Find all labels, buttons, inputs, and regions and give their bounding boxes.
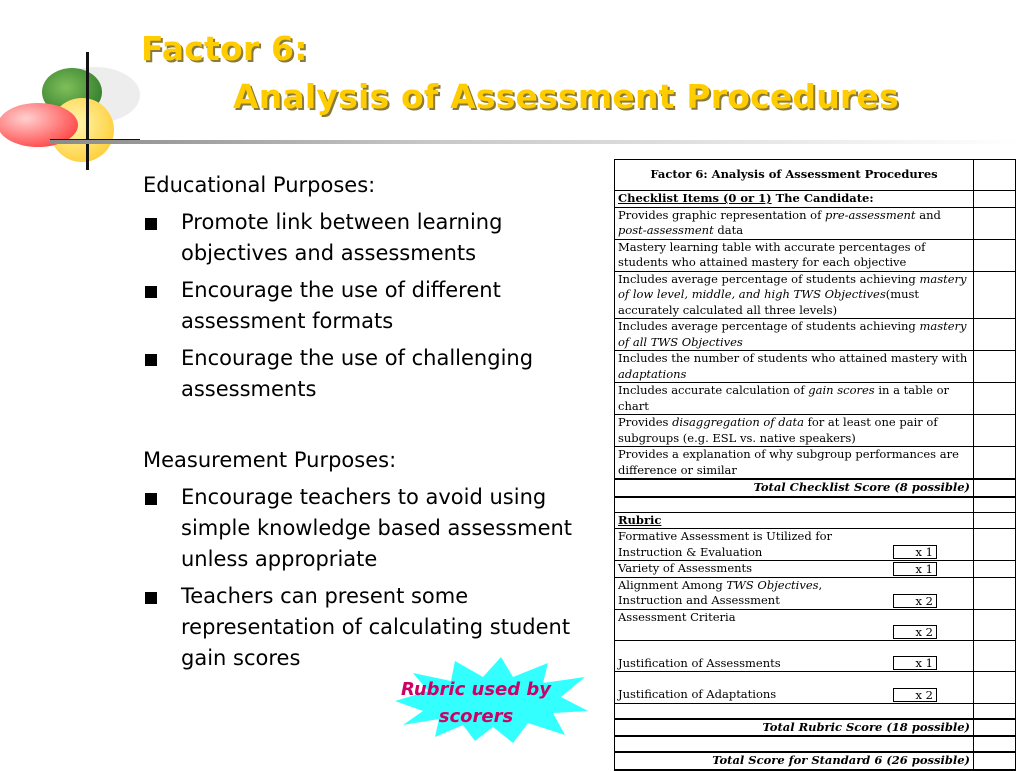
table-row xyxy=(615,207,1016,239)
spacer-row xyxy=(615,497,1016,513)
rubric-item-label: Justification of Assessments xyxy=(618,655,781,670)
score-cell xyxy=(974,207,1016,239)
rubric-item-label: Formative Assessment is Utilized for Instruction & Evaluation xyxy=(618,529,833,559)
list-item-text: Encourage teachers to avoid using simple knowledge based assessment unless appropriate xyxy=(181,485,573,571)
rubric-item xyxy=(615,577,974,609)
title-underline xyxy=(50,140,1020,144)
table-row xyxy=(615,415,1016,447)
score-cell xyxy=(974,512,1016,529)
spacer-cell xyxy=(615,703,974,719)
score-cell xyxy=(974,191,1016,208)
score-cell xyxy=(974,497,1016,513)
spacer-cell xyxy=(615,736,974,752)
list-item xyxy=(143,482,598,575)
checklist-item: Includes average percentage of students achieving mastery of all TWS Objectives xyxy=(615,319,974,351)
score-cell xyxy=(974,672,1016,704)
rubric-multiplier: ___ x 2 xyxy=(893,594,937,608)
score-cell xyxy=(974,640,1016,672)
score-cell xyxy=(974,479,1016,497)
rubric-item-label: Alignment Among TWS Objectives, Instruction and Assessment xyxy=(618,577,823,607)
list-item xyxy=(143,207,598,269)
title-line-2: Analysis of Assessment Procedures xyxy=(233,77,899,116)
educational-list xyxy=(143,207,598,405)
score-cell xyxy=(974,719,1016,737)
table-header-row xyxy=(615,160,1016,191)
title-line-1: Factor 6: xyxy=(141,29,308,68)
table-row xyxy=(615,577,1016,609)
score-cell xyxy=(974,383,1016,415)
score-cell xyxy=(974,529,1016,561)
checklist-item: Provides a explanation of why subgroup performances are difference or similar xyxy=(615,447,974,480)
rubric-document xyxy=(614,159,1015,767)
rubric-item-label: Variety of Assessments xyxy=(618,561,753,575)
score-cell xyxy=(974,447,1016,480)
list-item-text: Encourage the use of challenging assessments xyxy=(181,346,534,401)
rubric-table xyxy=(614,159,1016,771)
score-cell xyxy=(974,609,1016,640)
spacer-row xyxy=(615,703,1016,719)
rubric-heading: Rubric xyxy=(615,512,974,529)
list-item-text: Encourage the use of different assessment formats xyxy=(181,278,501,333)
grand-total-row xyxy=(615,752,1016,770)
checklist-heading-underlined: Checklist Items (0 or 1) xyxy=(618,191,772,205)
rubric-item xyxy=(615,672,974,704)
spacer-cell xyxy=(615,497,974,513)
checklist-item: Includes the number of students who attained mastery with adaptations xyxy=(615,351,974,383)
table-row xyxy=(615,640,1016,672)
rubric-multiplier: ___ x 1 xyxy=(893,545,937,559)
checklist-heading xyxy=(615,191,974,208)
table-row xyxy=(615,239,1016,271)
measurement-heading: Measurement Purposes: xyxy=(143,448,397,472)
checklist-heading-rest: The Candidate: xyxy=(775,191,874,205)
rubric-total-row xyxy=(615,719,1016,737)
bullet-icon xyxy=(145,218,157,230)
rubric-multiplier: ___ x 2 xyxy=(893,625,937,639)
score-cell xyxy=(974,351,1016,383)
table-row xyxy=(615,271,1016,319)
rubric-heading-row xyxy=(615,512,1016,529)
measurement-list xyxy=(143,482,598,674)
checklist-heading-row xyxy=(615,191,1016,208)
checklist-item: Mastery learning table with accurate percentages of students who attained mastery for each objective xyxy=(615,239,974,271)
rubric-multiplier: ___ x 2 xyxy=(893,688,937,702)
rubric-item xyxy=(615,609,974,640)
bullet-icon xyxy=(145,354,157,366)
score-cell xyxy=(974,561,1016,578)
checklist-item: Includes average percentage of students achieving mastery of low level, middle, and high TWS Objectives(must accurately calculated all three levels) xyxy=(615,271,974,319)
grand-total: Total Score for Standard 6 (26 possible) xyxy=(615,752,974,770)
score-cell xyxy=(974,577,1016,609)
callout-text: Rubric used by scorers xyxy=(400,679,552,727)
decorative-shapes-logo xyxy=(0,0,140,175)
bullet-icon xyxy=(145,286,157,298)
list-item xyxy=(143,275,598,337)
score-cell xyxy=(974,415,1016,447)
table-row xyxy=(615,672,1016,704)
list-item xyxy=(143,343,598,405)
table-row xyxy=(615,561,1016,578)
rubric-multiplier: ___ x 1 xyxy=(893,562,937,576)
spacer-row xyxy=(615,736,1016,752)
checklist-item: Provides graphic representation of pre-assessment and post-assessment data xyxy=(615,207,974,239)
bullet-icon xyxy=(145,592,157,604)
score-cell xyxy=(974,271,1016,319)
table-row xyxy=(615,529,1016,561)
rubric-total: Total Rubric Score (18 possible) xyxy=(615,719,974,737)
slide-body xyxy=(143,170,598,674)
score-cell xyxy=(974,239,1016,271)
score-cell xyxy=(974,736,1016,752)
educational-heading: Educational Purposes: xyxy=(143,173,376,197)
rubric-item xyxy=(615,640,974,672)
checklist-total: Total Checklist Score (8 possible) xyxy=(615,479,974,497)
score-cell xyxy=(974,160,1016,191)
rubric-item-label: Assessment Criteria xyxy=(618,609,736,624)
rubric-multiplier: ___ x 1 xyxy=(893,656,937,670)
table-row xyxy=(615,609,1016,640)
score-cell xyxy=(974,703,1016,719)
checklist-item: Includes accurate calculation of gain scores in a table or chart xyxy=(615,383,974,415)
document-title: Factor 6: Analysis of Assessment Procedures xyxy=(615,160,974,191)
table-row xyxy=(615,351,1016,383)
list-item-text: Promote link between learning objectives and assessments xyxy=(181,210,503,265)
table-row xyxy=(615,383,1016,415)
table-row xyxy=(615,447,1016,480)
bullet-icon xyxy=(145,493,157,505)
table-row xyxy=(615,319,1016,351)
list-item-text: Teachers can present some representation of calculating student gain scores xyxy=(181,584,571,670)
rubric-item xyxy=(615,529,974,561)
checklist-item: Provides disaggregation of data for at least one pair of subgroups (e.g. ESL vs. native speakers) xyxy=(615,415,974,447)
rubric-item-label: Justification of Adaptations xyxy=(618,687,777,701)
score-cell xyxy=(974,752,1016,770)
score-cell xyxy=(974,319,1016,351)
checklist-total-row xyxy=(615,479,1016,497)
rubric-item xyxy=(615,561,974,578)
